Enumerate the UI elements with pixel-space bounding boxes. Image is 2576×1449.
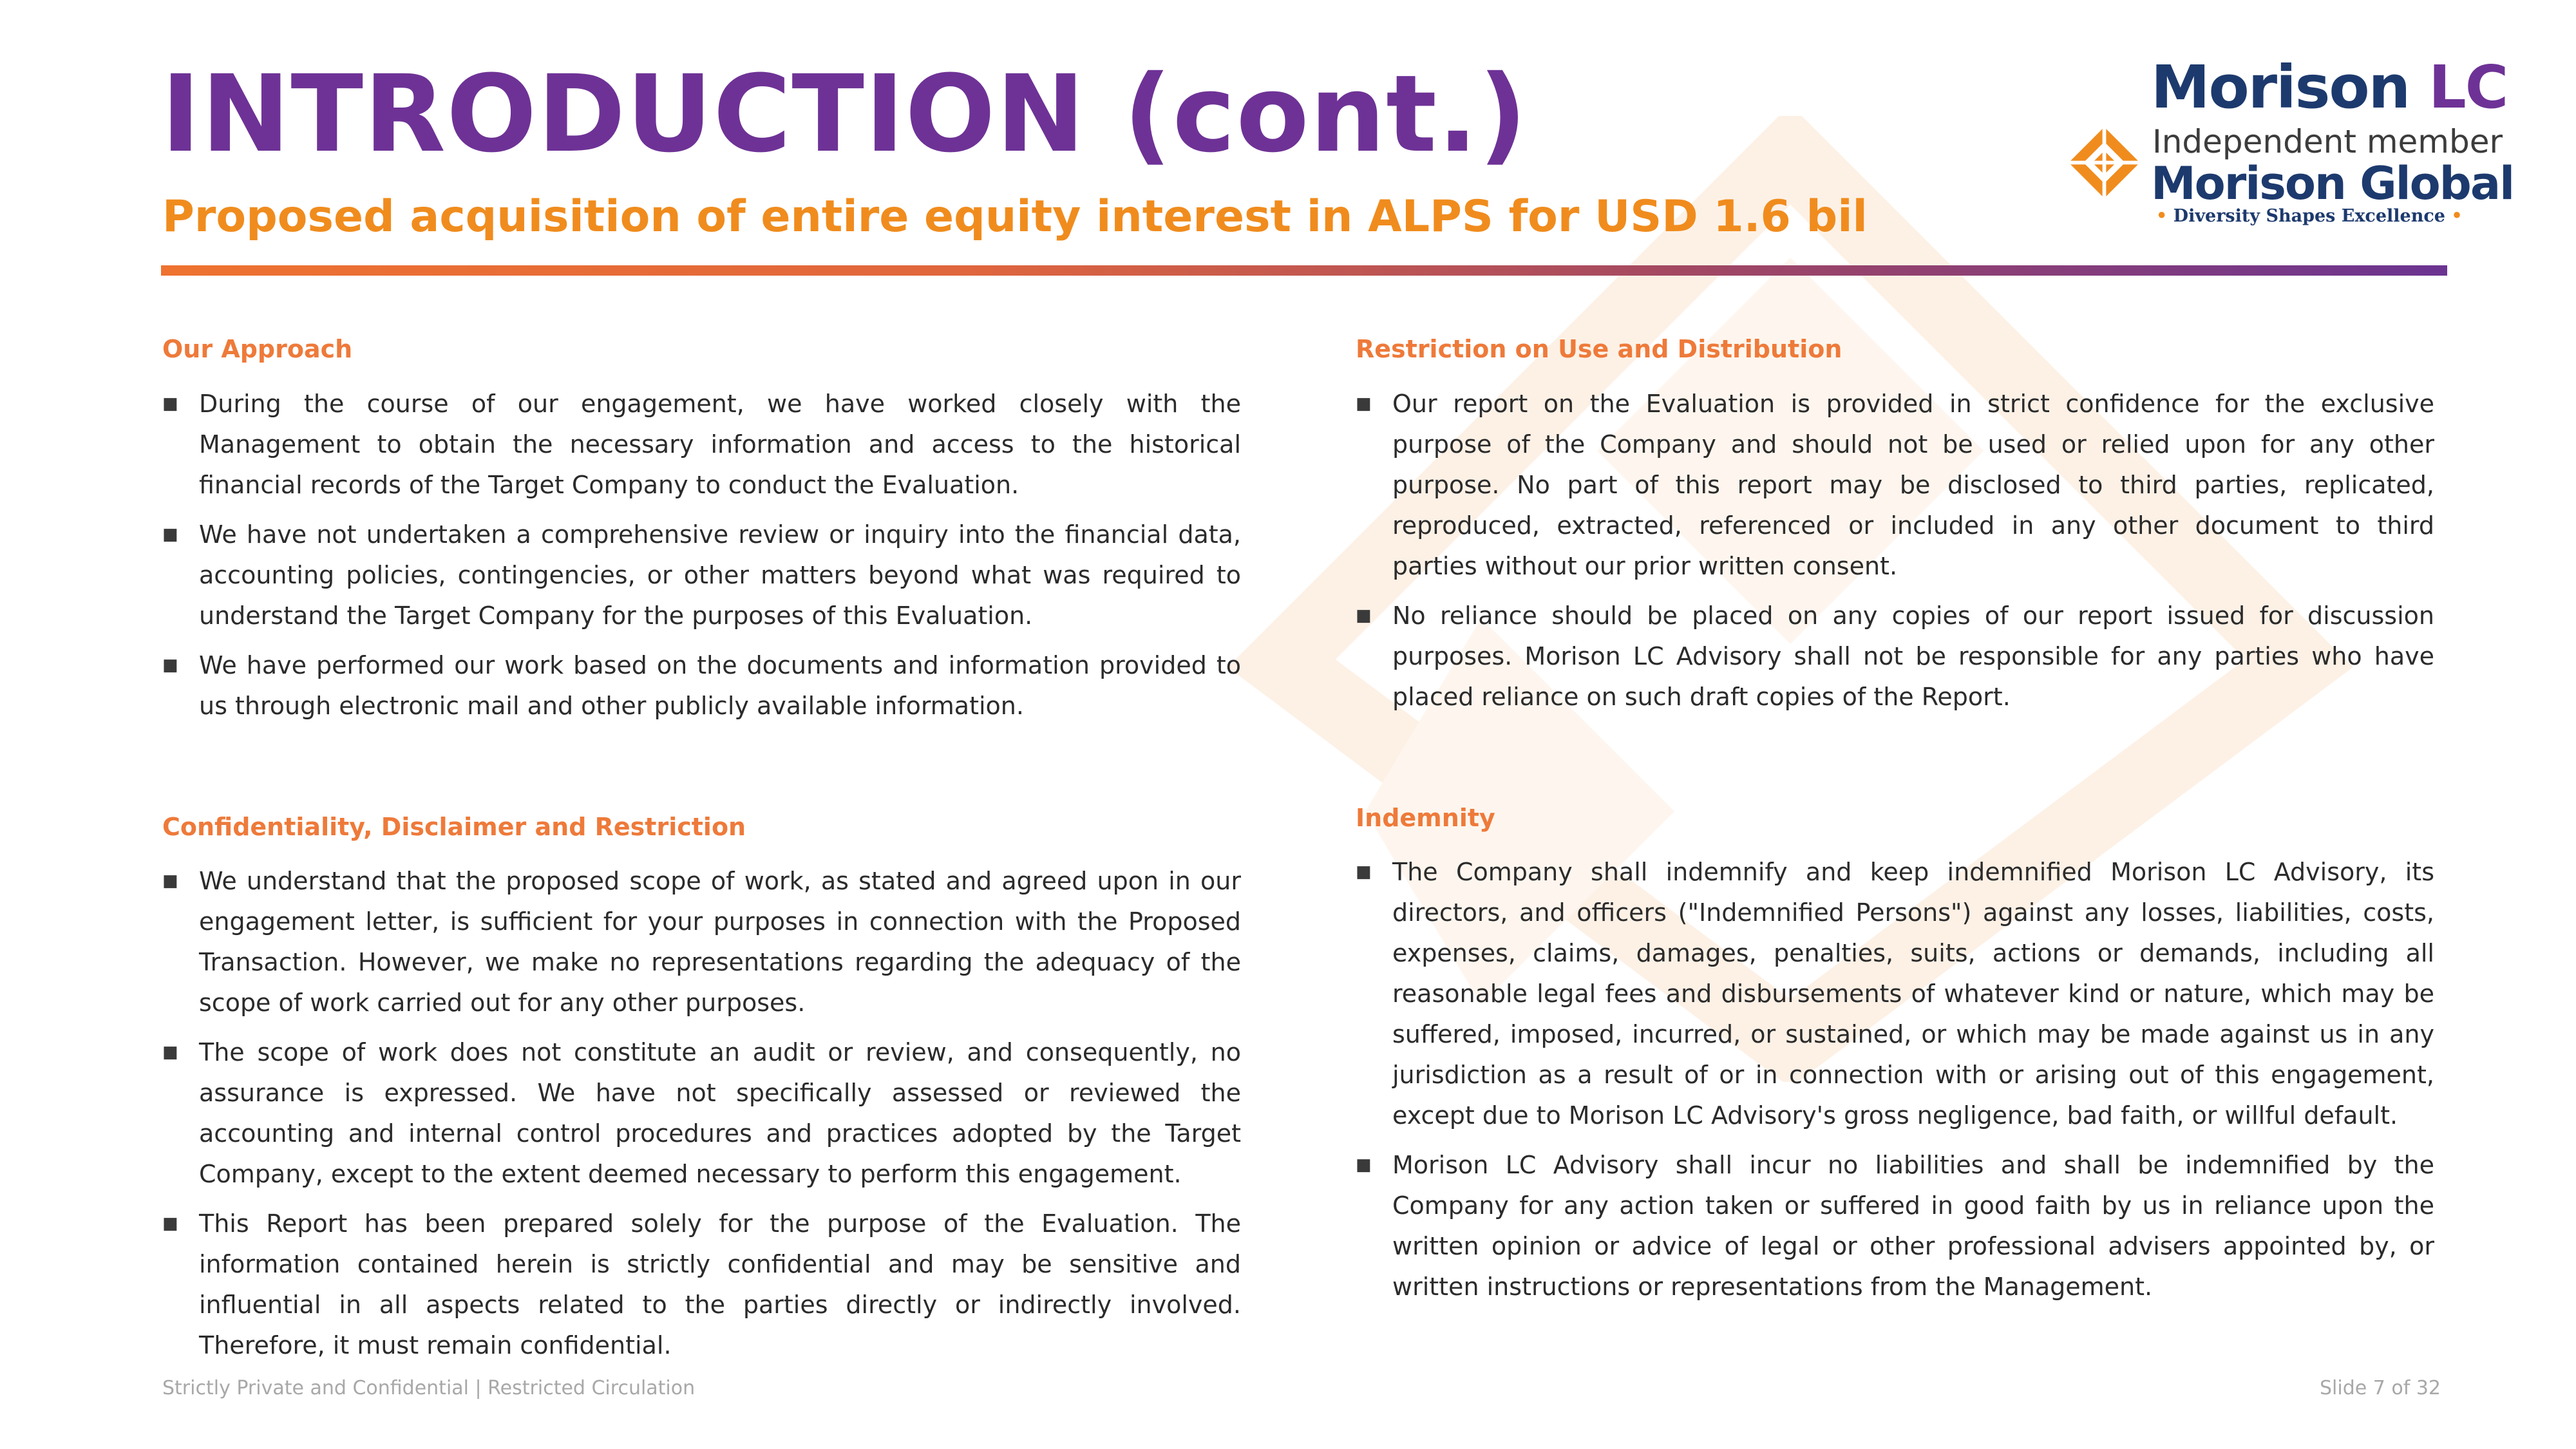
list-item-text: We have performed our work based on the documents and information provided to us through electronic mail and other publicly available information. (199, 650, 1241, 720)
logo-network-name: Morison Global (2151, 157, 2514, 210)
list-item-text: The Company shall indemnify and keep indemnified Morison LC Advisory, its directors, and officers ("Indemnified Persons") against any losses, liabilities, costs, expenses, claims, damages, penalties, suits, actions or demands, including all reasonable legal fees and disbursements of whatever kind or nature, which may be suffered, imposed, incurred, or sustained, or which may be made against us in any jurisdiction as a result of or in connection with or arising out of this engagement, except due to Morison LC Advisory's gross negligence, bad faith, or willful default. (1392, 858, 2434, 1130)
square-bullet-icon: ■ (162, 871, 178, 891)
section-spacer (162, 735, 1241, 813)
slide-title: INTRODUCTION (cont.) (161, 52, 1528, 176)
section-restriction-on-use (1356, 335, 2434, 717)
right-column (1356, 335, 2434, 1316)
list-item-text: Morison LC Advisory shall incur no liabilities and shall be indemnified by the Company for any action taken or suffered in good faith by us in reliance upon the written opinion or advice of legal or other professional advisers appointed by, or written instructions or representations from the Management. (1392, 1151, 2434, 1302)
list-item (1356, 384, 2434, 587)
logo-tagline: • Diversity Shapes Excellence • (2156, 206, 2463, 226)
logo-company-name (2151, 53, 2508, 122)
list-item-text: We have not undertaken a comprehensive review or inquiry into the financial data, accounting policies, contingencies, or other matters beyond what was required to understand the Target Company for the purposes of this Evaluation. (199, 520, 1241, 630)
section-heading: Indemnity (1356, 803, 1495, 832)
square-bullet-icon: ■ (162, 1043, 178, 1063)
footer-slide-number: Slide 7 of 32 (2320, 1377, 2441, 1399)
left-column (162, 335, 1241, 1375)
footer-confidentiality-notice: Strictly Private and Confidential | Restricted Circulation (162, 1377, 696, 1399)
logo-name-main: Morison (2151, 53, 2410, 122)
square-bullet-icon: ■ (162, 655, 178, 675)
list-item (1356, 596, 2434, 717)
section-heading: Our Approach (162, 335, 353, 363)
bullet-list (1356, 384, 2434, 717)
square-bullet-icon: ■ (1356, 1155, 1372, 1175)
list-item (1356, 1145, 2434, 1307)
square-bullet-icon: ■ (1356, 393, 1372, 413)
square-bullet-icon: ■ (1356, 862, 1372, 882)
list-item-text: We understand that the proposed scope of work, as stated and agreed upon in our engagement letter, is sufficient for your purposes in connection with the Proposed Transaction. However, we make no representations regarding the adequacy of the scope of work carried out for any other purposes. (199, 867, 1241, 1018)
section-indemnity (1356, 804, 2434, 1308)
logo-member-text: Independent member (2152, 123, 2503, 160)
company-logo (2061, 53, 2514, 238)
bullet-list (162, 384, 1241, 726)
header-divider (161, 265, 2447, 276)
section-heading: Confidentiality, Disclaimer and Restriction (162, 812, 746, 841)
list-item-text: Our report on the Evaluation is provided in strict confidence for the exclusive purpose of the Company and should not be used or relied upon for any other purpose. No part of this report may be disclosed to third parties, replicated, reproduced, extracted, referenced or included in any other document to third parties without our prior written consent. (1392, 389, 2434, 580)
list-item (162, 861, 1241, 1023)
square-bullet-icon: ■ (162, 1214, 178, 1234)
section-confidentiality (162, 813, 1241, 1367)
bullet-list (162, 861, 1241, 1366)
bullet-list (1356, 852, 2434, 1307)
list-item (162, 384, 1241, 506)
logo-name-suffix: LC (2429, 53, 2508, 122)
square-bullet-icon: ■ (1356, 605, 1372, 625)
slide-subtitle: Proposed acquisition of entire equity interest in ALPS for USD 1.6 bil (162, 191, 1868, 242)
section-our-approach (162, 335, 1241, 726)
square-bullet-icon: ■ (162, 524, 178, 544)
list-item (1356, 852, 2434, 1136)
section-heading: Restriction on Use and Distribution (1356, 335, 1842, 363)
list-item (162, 645, 1241, 726)
morison-diamond-logo-icon (2067, 126, 2141, 200)
section-spacer (1356, 726, 2434, 804)
list-item-text: This Report has been prepared solely for the purpose of the Evaluation. The information contained herein is strictly confidential and may be sensitive and influential in all aspects related to the parties directly or indirectly involved. Therefore, it must remain confidential. (199, 1209, 1241, 1360)
list-item-text: During the course of our engagement, we have worked closely with the Management to obtain the necessary information and access to the historical financial records of the Target Company to conduct the Evaluation. (199, 389, 1241, 499)
list-item-text: The scope of work does not constitute an audit or review, and consequently, no assurance is expressed. We have not specifically assessed or reviewed the accounting and internal control procedures and practices adopted by the Target Company, except to the extent deemed necessary to perform this engagement. (199, 1038, 1241, 1189)
square-bullet-icon: ■ (162, 393, 178, 413)
list-item (162, 1204, 1241, 1366)
list-item (162, 515, 1241, 636)
list-item-text: No reliance should be placed on any copies of our report issued for discussion purposes. Morison LC Advisory shall not be responsible for any parties who have placed reliance on such draft copies of the Report. (1392, 601, 2434, 711)
list-item (162, 1032, 1241, 1195)
logo-tagline-text: Diversity Shapes Excellence (2173, 206, 2445, 226)
